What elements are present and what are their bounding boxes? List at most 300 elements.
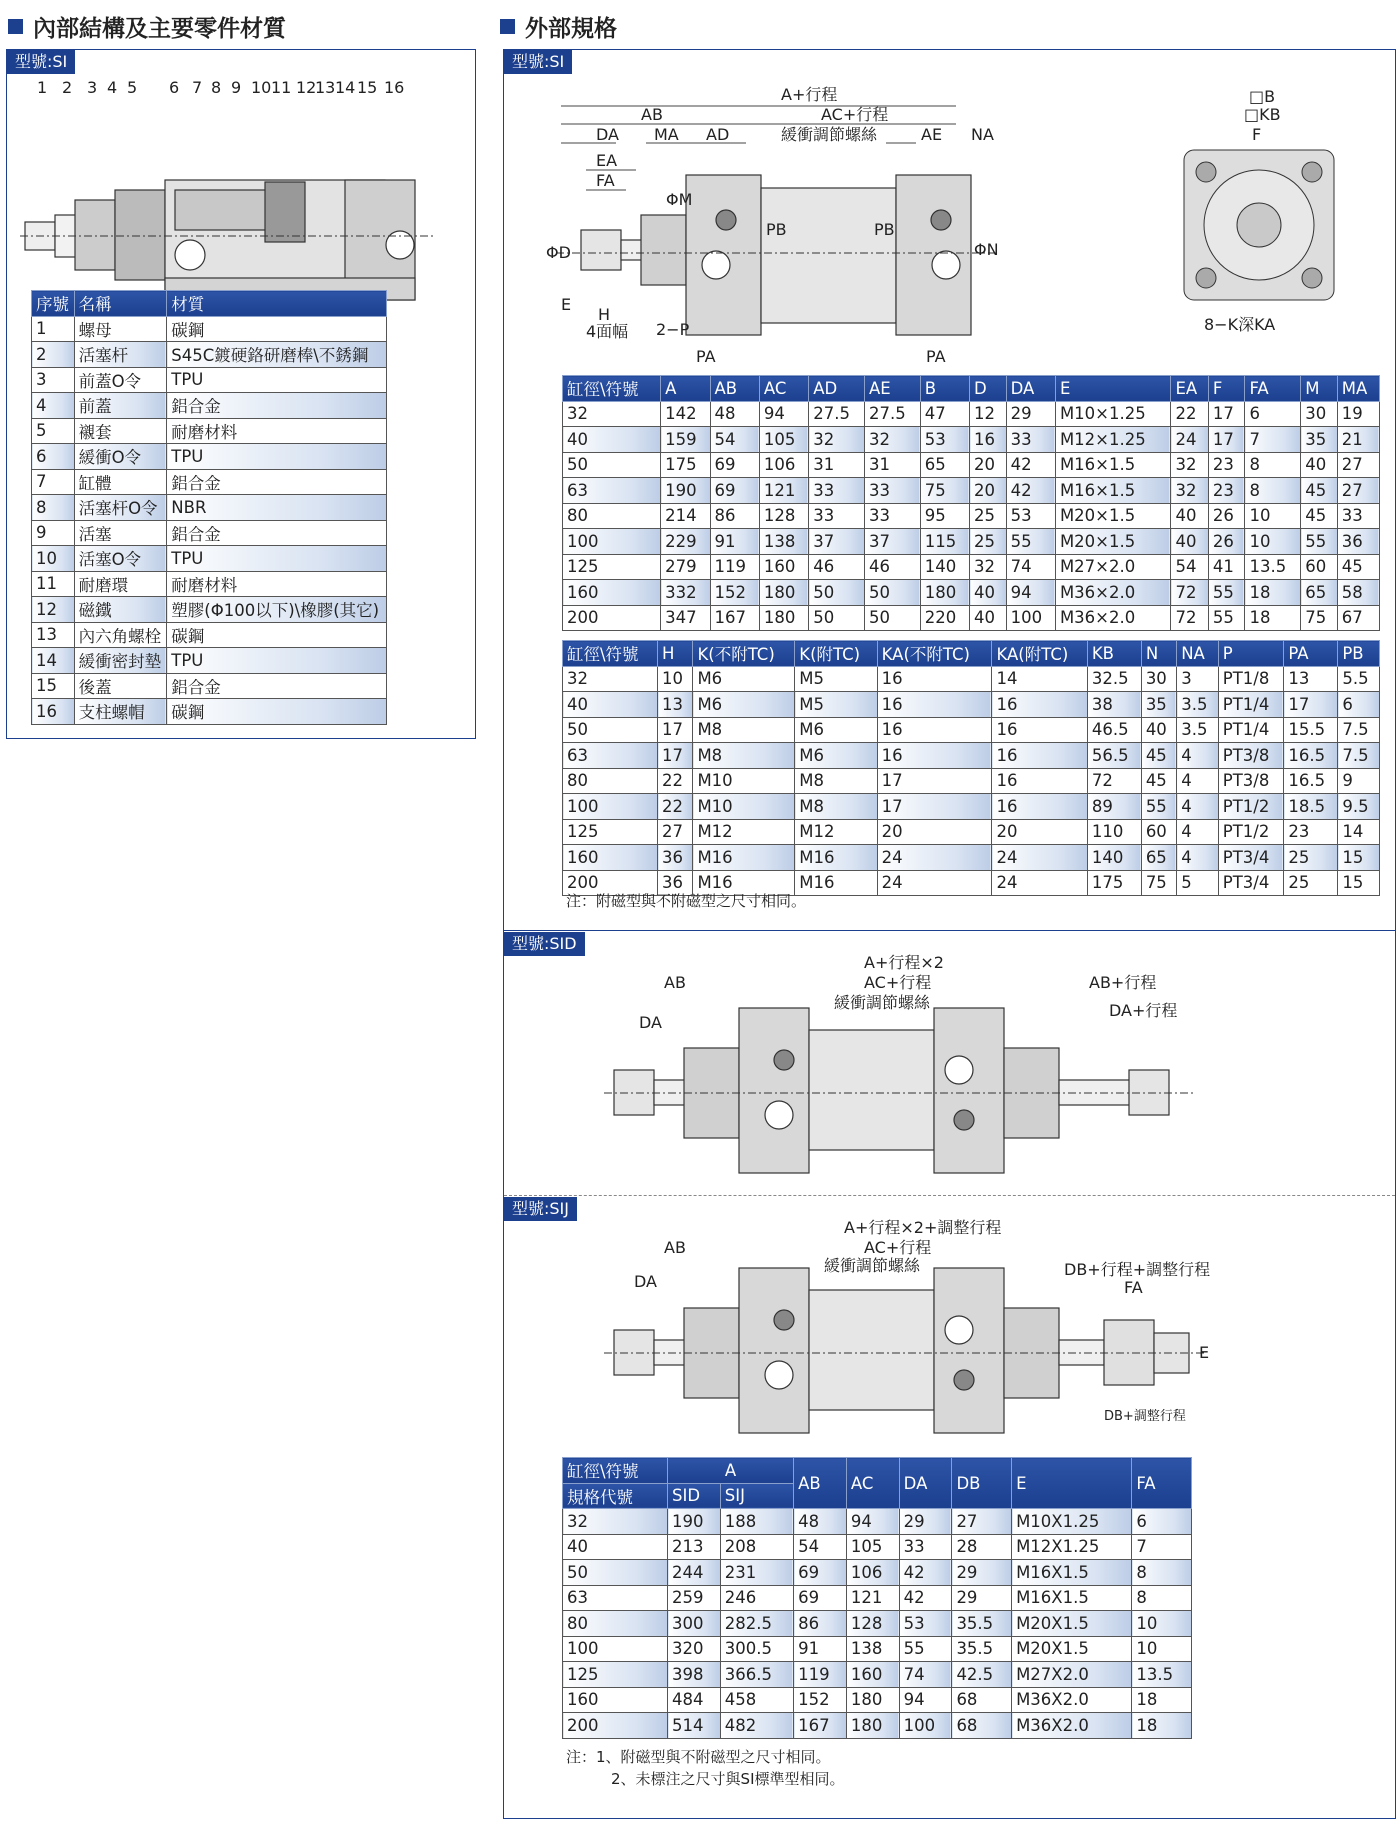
- table-cell: 180: [759, 605, 808, 631]
- sid-dim-ab2: AB+行程: [1089, 973, 1157, 992]
- table-cell: M20×1.5: [1055, 529, 1171, 555]
- table-cell: 45: [1301, 503, 1338, 529]
- dim-b: □B: [1249, 87, 1276, 106]
- table-cell: 5: [1177, 870, 1219, 896]
- table-header-cell: K(附TC): [795, 641, 877, 667]
- table-cell: 75: [1141, 870, 1176, 896]
- table-header-cell: H: [658, 641, 693, 667]
- table-cell: 23: [1208, 478, 1245, 504]
- table-cell: 138: [759, 529, 808, 555]
- model-tag-si: 型號:SI: [7, 50, 75, 74]
- table-header-row: [563, 376, 1380, 402]
- dim-a: A+行程: [781, 85, 838, 104]
- table-cell: M6: [693, 692, 795, 718]
- table-cell: 33: [1006, 427, 1055, 453]
- table-cell: 6: [1245, 401, 1301, 427]
- table-cell: M16: [795, 870, 877, 896]
- table-cell: 140: [1087, 845, 1141, 871]
- table-cell: 18: [1132, 1687, 1192, 1713]
- table-cell: M20X1.5: [1012, 1611, 1132, 1637]
- table-cell: 16.5: [1284, 743, 1338, 769]
- si-dimension-table-2: [562, 640, 1380, 896]
- table-header-cell: EA: [1171, 376, 1208, 402]
- table-cell: M20X1.5: [1012, 1636, 1132, 1662]
- table-cell: 42: [1006, 452, 1055, 478]
- table-cell: 16: [877, 743, 992, 769]
- table-cell: 16: [992, 717, 1087, 743]
- table-header-cell: FA: [1245, 376, 1301, 402]
- sid-label-buffer: 緩衝調節螺絲: [834, 993, 931, 1012]
- table-cell: 42.5: [952, 1662, 1012, 1688]
- table-cell: 4: [1177, 794, 1219, 820]
- table-cell: 332: [661, 580, 710, 606]
- table-cell: 54: [794, 1534, 847, 1560]
- table-header-cell: AC: [846, 1458, 899, 1509]
- table-cell: 200: [563, 1713, 668, 1739]
- dim-phim: ΦM: [666, 190, 693, 209]
- table-cell: 32: [563, 1509, 668, 1535]
- table-cell: 8: [32, 495, 75, 521]
- dim-pa-1: PA: [696, 347, 716, 366]
- table-cell: 45: [1141, 743, 1176, 769]
- table-cell: 72: [1087, 768, 1141, 794]
- table-cell: 190: [668, 1509, 721, 1535]
- table-cell: 襯套: [74, 418, 167, 444]
- table-cell: 100: [563, 794, 658, 820]
- table-row: [563, 401, 1380, 427]
- table-row: [563, 1534, 1192, 1560]
- table-cell: 214: [661, 503, 710, 529]
- table-cell: 259: [668, 1585, 721, 1611]
- part-number-label: 16: [384, 78, 405, 97]
- external-panel: [503, 49, 1396, 1819]
- table-cell: 40: [563, 427, 661, 453]
- table-row: [563, 580, 1380, 606]
- dim-kb: □KB: [1244, 105, 1281, 124]
- model-tag-sij: 型號:SIJ: [504, 1197, 577, 1221]
- table-header-cell: 序號: [32, 291, 75, 317]
- table-cell: 188: [720, 1509, 793, 1535]
- part-number-label: 14: [335, 78, 356, 97]
- table-cell: 29: [1006, 401, 1055, 427]
- table-cell: M6: [693, 666, 795, 692]
- table-cell: 152: [710, 580, 759, 606]
- table-cell: 8: [1132, 1585, 1192, 1611]
- part-number-label: 8: [211, 78, 222, 97]
- table-cell: 60: [1301, 554, 1338, 580]
- table-cell: 11: [32, 571, 75, 597]
- table-row: [563, 1636, 1192, 1662]
- table-cell: 17: [1284, 692, 1338, 718]
- table-cell: 13: [32, 622, 75, 648]
- table-cell: M16X1.5: [1012, 1585, 1132, 1611]
- table-cell: 1: [32, 316, 75, 342]
- table-cell: 74: [899, 1662, 952, 1688]
- rear-cover-shape: [896, 175, 971, 335]
- sid-sij-table: [562, 1457, 1192, 1739]
- table-cell: 40: [970, 580, 1007, 606]
- table-cell: 106: [759, 452, 808, 478]
- table-header-cell: DA: [899, 1458, 952, 1509]
- table-header-cell: 名稱: [74, 291, 167, 317]
- table-cell: 347: [661, 605, 710, 631]
- table-cell: 10: [32, 546, 75, 572]
- table-cell: M36×2.0: [1055, 605, 1171, 631]
- table-cell: 21: [1337, 427, 1379, 453]
- model-tag-sid: 型號:SID: [504, 932, 585, 956]
- table-cell: 17: [658, 743, 693, 769]
- table-cell: 54: [1171, 554, 1208, 580]
- table-cell: 16: [970, 427, 1007, 453]
- si-dimension-table-1: [562, 375, 1380, 631]
- dim-da: DA: [596, 125, 619, 144]
- table-cell: 119: [794, 1662, 847, 1688]
- table-cell: 80: [563, 503, 661, 529]
- table-cell: 94: [899, 1687, 952, 1713]
- table-cell: 80: [563, 1611, 668, 1637]
- table-cell: PT3/8: [1218, 743, 1284, 769]
- table-cell: 碳鋼: [167, 316, 387, 342]
- table-cell: 105: [759, 427, 808, 453]
- part-number-label: 15: [357, 78, 378, 97]
- table-cell: 95: [920, 503, 969, 529]
- table-cell: 磁鐵: [74, 597, 167, 623]
- sij-dim-db2: DB+調整行程: [1104, 1409, 1186, 1424]
- table-cell: M10X1.25: [1012, 1509, 1132, 1535]
- table-cell: 69: [794, 1585, 847, 1611]
- table-cell: 41: [1208, 554, 1245, 580]
- table-cell: 活塞杆: [74, 342, 167, 368]
- table-cell: 75: [920, 478, 969, 504]
- table-cell: 50: [864, 605, 920, 631]
- table-cell: 56.5: [1087, 743, 1141, 769]
- table-cell: 100: [899, 1713, 952, 1739]
- table-header-cell: P: [1218, 641, 1284, 667]
- table-cell: TPU: [167, 444, 387, 470]
- table-cell: 94: [759, 401, 808, 427]
- table-header-cell: 缸徑\符號: [563, 1458, 668, 1484]
- table-cell: 9: [32, 520, 75, 546]
- table-row: [32, 648, 387, 674]
- table-row: [32, 444, 387, 470]
- table-cell: 36: [1337, 529, 1379, 555]
- table-cell: 229: [661, 529, 710, 555]
- table-cell: TPU: [167, 367, 387, 393]
- table-header-cell: M: [1301, 376, 1338, 402]
- table-row: [32, 699, 387, 725]
- table-cell: 121: [759, 478, 808, 504]
- sij-label-buffer: 緩衝調節螺絲: [824, 1256, 921, 1275]
- table-cell: 69: [794, 1560, 847, 1586]
- table-cell: M10×1.25: [1055, 401, 1171, 427]
- table-header-cell: PA: [1284, 641, 1338, 667]
- table-row: [32, 520, 387, 546]
- table-cell: 42: [899, 1560, 952, 1586]
- label-buffer-screw: 緩衝調節螺絲: [781, 125, 878, 144]
- table-cell: PT1/4: [1218, 717, 1284, 743]
- table-cell: 175: [661, 452, 710, 478]
- table-cell: 17: [1208, 427, 1245, 453]
- table-cell: 40: [970, 605, 1007, 631]
- sid-drawing: [594, 950, 1244, 1190]
- table-cell: 47: [920, 401, 969, 427]
- table-cell: 32: [563, 666, 658, 692]
- table-cell: 36: [658, 870, 693, 896]
- table-cell: 33: [809, 478, 865, 504]
- table-cell: 7: [32, 469, 75, 495]
- table-cell: 40: [563, 692, 658, 718]
- table-cell: 耐磨材料: [167, 571, 387, 597]
- table-cell: 55: [1208, 580, 1245, 606]
- table-header-cell: E: [1055, 376, 1171, 402]
- table-cell: 17: [877, 794, 992, 820]
- table-cell: 10: [658, 666, 693, 692]
- part-number-label: 3: [87, 78, 98, 97]
- table-cell: 50: [563, 452, 661, 478]
- table-cell: 110: [1087, 819, 1141, 845]
- table-cell: 100: [1006, 605, 1055, 631]
- table-header-cell: AB: [794, 1458, 847, 1509]
- table-cell: 耐磨環: [74, 571, 167, 597]
- table-cell: 32: [809, 427, 865, 453]
- table-cell: M27×2.0: [1055, 554, 1171, 580]
- table-cell: 55: [1301, 529, 1338, 555]
- table-row: [32, 342, 387, 368]
- table-cell: 12: [970, 401, 1007, 427]
- table-cell: 208: [720, 1534, 793, 1560]
- table-cell: 32: [970, 554, 1007, 580]
- table-cell: 23: [1284, 819, 1338, 845]
- table-header-row: [563, 641, 1380, 667]
- table-cell: 35: [1141, 692, 1176, 718]
- dim-ea: EA: [596, 151, 618, 170]
- table-cell: 32: [1171, 452, 1208, 478]
- table-header-cell: KA(不附TC): [877, 641, 992, 667]
- table-cell: 4: [1177, 819, 1219, 845]
- table-cell: 40: [1171, 503, 1208, 529]
- table-header-cell: 規格代號: [563, 1483, 668, 1509]
- bullet-square-icon: [8, 19, 23, 34]
- dim-ac: AC+行程: [821, 105, 889, 124]
- model-tag-si: 型號:SI: [504, 50, 572, 74]
- table-cell: 160: [563, 580, 661, 606]
- table-cell: 前蓋: [74, 393, 167, 419]
- table-cell: 366.5: [720, 1662, 793, 1688]
- table-cell: 後蓋: [74, 673, 167, 699]
- table-cell: 13.5: [1245, 554, 1301, 580]
- table-cell: 180: [846, 1713, 899, 1739]
- table-cell: 45: [1337, 554, 1379, 580]
- table-header-cell: MA: [1337, 376, 1379, 402]
- table-row: [563, 1509, 1192, 1535]
- part-number-label: 1: [37, 78, 48, 97]
- sij-dim-db: DB+行程+調整行程: [1064, 1260, 1211, 1279]
- table-cell: 65: [920, 452, 969, 478]
- table-cell: 106: [846, 1560, 899, 1586]
- table-cell: 16: [877, 666, 992, 692]
- table-row: [32, 367, 387, 393]
- note-sij-2: 2、未標注之尺寸與SI標準型相同。: [611, 1770, 845, 1788]
- table-cell: 22: [658, 794, 693, 820]
- table-cell: 244: [668, 1560, 721, 1586]
- table-row: [563, 1662, 1192, 1688]
- table-cell: 16: [877, 692, 992, 718]
- table-cell: 活塞杆O令: [74, 495, 167, 521]
- table-cell: 碳鋼: [167, 622, 387, 648]
- table-header-cell: KB: [1087, 641, 1141, 667]
- dim-e: E: [561, 295, 572, 314]
- table-cell: 7: [1245, 427, 1301, 453]
- table-cell: 活塞: [74, 520, 167, 546]
- note-sij-1: 注：1、附磁型與不附磁型之尺寸相同。: [566, 1748, 831, 1766]
- table-cell: 159: [661, 427, 710, 453]
- table-cell: 32: [864, 427, 920, 453]
- table-cell: 140: [920, 554, 969, 580]
- table-header-cell: A: [668, 1458, 794, 1484]
- table-cell: 50: [809, 580, 865, 606]
- table-cell: 25: [970, 529, 1007, 555]
- table-cell: 9: [1338, 768, 1380, 794]
- table-cell: 22: [1171, 401, 1208, 427]
- table-cell: 5: [32, 418, 75, 444]
- table-cell: 8: [1245, 452, 1301, 478]
- table-cell: 119: [710, 554, 759, 580]
- table-row: [563, 554, 1380, 580]
- part-number-label: 9: [231, 78, 242, 97]
- table-header-cell: SID: [668, 1483, 721, 1509]
- table-cell: 耐磨材料: [167, 418, 387, 444]
- table-cell: 23: [1208, 452, 1245, 478]
- table-cell: M36X2.0: [1012, 1687, 1132, 1713]
- table-row: [32, 495, 387, 521]
- table-cell: 167: [710, 605, 759, 631]
- table-cell: 121: [846, 1585, 899, 1611]
- table-cell: 200: [563, 870, 658, 896]
- table-row: [563, 478, 1380, 504]
- table-cell: 18: [1245, 605, 1301, 631]
- table-cell: 4: [1177, 768, 1219, 794]
- table-cell: 94: [1006, 580, 1055, 606]
- table-cell: 16: [877, 717, 992, 743]
- table-cell: M16×1.5: [1055, 452, 1171, 478]
- table-cell: 53: [899, 1611, 952, 1637]
- table-cell: 16.5: [1284, 768, 1338, 794]
- table-cell: 9.5: [1338, 794, 1380, 820]
- table-cell: 10: [1245, 503, 1301, 529]
- table-cell: 緩衝O令: [74, 444, 167, 470]
- table-cell: 鋁合金: [167, 469, 387, 495]
- section-title-external: 外部規格: [500, 10, 617, 43]
- part-number-label: 6: [169, 78, 180, 97]
- table-cell: 27.5: [864, 401, 920, 427]
- table-cell: 50: [864, 580, 920, 606]
- table-row: [32, 469, 387, 495]
- table-cell: 14: [1338, 819, 1380, 845]
- table-cell: 190: [661, 478, 710, 504]
- section-title-internal: 內部結構及主要零件材質: [8, 10, 286, 43]
- table-cell: 螺母: [74, 316, 167, 342]
- table-cell: 29: [899, 1509, 952, 1535]
- sid-dim-a: A+行程×2: [864, 953, 944, 972]
- table-cell: 20: [970, 452, 1007, 478]
- table-header-row: [32, 291, 387, 317]
- table-cell: 鋁合金: [167, 393, 387, 419]
- table-cell: 484: [668, 1687, 721, 1713]
- table-cell: 20: [992, 819, 1087, 845]
- table-cell: 40: [1141, 717, 1176, 743]
- table-cell: 38: [1087, 692, 1141, 718]
- table-cell: 142: [661, 401, 710, 427]
- table-cell: 180: [759, 580, 808, 606]
- table-row: [32, 597, 387, 623]
- table-cell: 320: [668, 1636, 721, 1662]
- table-row: [563, 1560, 1192, 1586]
- table-cell: 8: [1132, 1560, 1192, 1586]
- table-cell: 37: [864, 529, 920, 555]
- table-cell: M8: [693, 717, 795, 743]
- dim-pb-1: PB: [766, 220, 787, 239]
- table-cell: 33: [899, 1534, 952, 1560]
- table-cell: 7.5: [1338, 717, 1380, 743]
- table-cell: 10: [1132, 1611, 1192, 1637]
- table-cell: 16: [992, 692, 1087, 718]
- sij-dim-e: E: [1199, 1343, 1210, 1362]
- table-cell: 6: [32, 444, 75, 470]
- table-cell: 16: [992, 768, 1087, 794]
- table-cell: 58: [1337, 580, 1379, 606]
- table-header-cell: AD: [809, 376, 865, 402]
- table-cell: 46.5: [1087, 717, 1141, 743]
- table-cell: 10: [1245, 529, 1301, 555]
- table-cell: 398: [668, 1662, 721, 1688]
- table-cell: 8: [1245, 478, 1301, 504]
- table-cell: 4: [32, 393, 75, 419]
- table-cell: 6: [1132, 1509, 1192, 1535]
- table-cell: 32.5: [1087, 666, 1141, 692]
- table-cell: 63: [563, 478, 661, 504]
- table-cell: 53: [1006, 503, 1055, 529]
- table-row: [563, 794, 1380, 820]
- table-row: [563, 743, 1380, 769]
- sij-dim-ac: AC+行程: [864, 1238, 932, 1257]
- table-cell: 514: [668, 1713, 721, 1739]
- table-header-cell: NA: [1177, 641, 1219, 667]
- table-cell: 220: [920, 605, 969, 631]
- table-cell: 4: [1177, 743, 1219, 769]
- table-cell: 74: [1006, 554, 1055, 580]
- table-cell: 69: [710, 452, 759, 478]
- table-row: [563, 503, 1380, 529]
- si-side-drawing: [546, 80, 1156, 380]
- table-cell: 69: [710, 478, 759, 504]
- table-cell: 27: [1337, 452, 1379, 478]
- table-cell: 20: [877, 819, 992, 845]
- table-cell: 35.5: [952, 1636, 1012, 1662]
- table-row: [563, 1611, 1192, 1637]
- table-cell: PT3/8: [1218, 768, 1284, 794]
- table-cell: M8: [795, 794, 877, 820]
- table-cell: M27X2.0: [1012, 1662, 1132, 1688]
- table-cell: 67: [1337, 605, 1379, 631]
- table-cell: 15: [1338, 845, 1380, 871]
- dim-na: NA: [971, 125, 994, 144]
- table-row: [563, 427, 1380, 453]
- table-row: [563, 1687, 1192, 1713]
- table-cell: 30: [1301, 401, 1338, 427]
- table-cell: 138: [846, 1636, 899, 1662]
- table-header-cell: 材質: [167, 291, 387, 317]
- table-header-row: [563, 1458, 1192, 1484]
